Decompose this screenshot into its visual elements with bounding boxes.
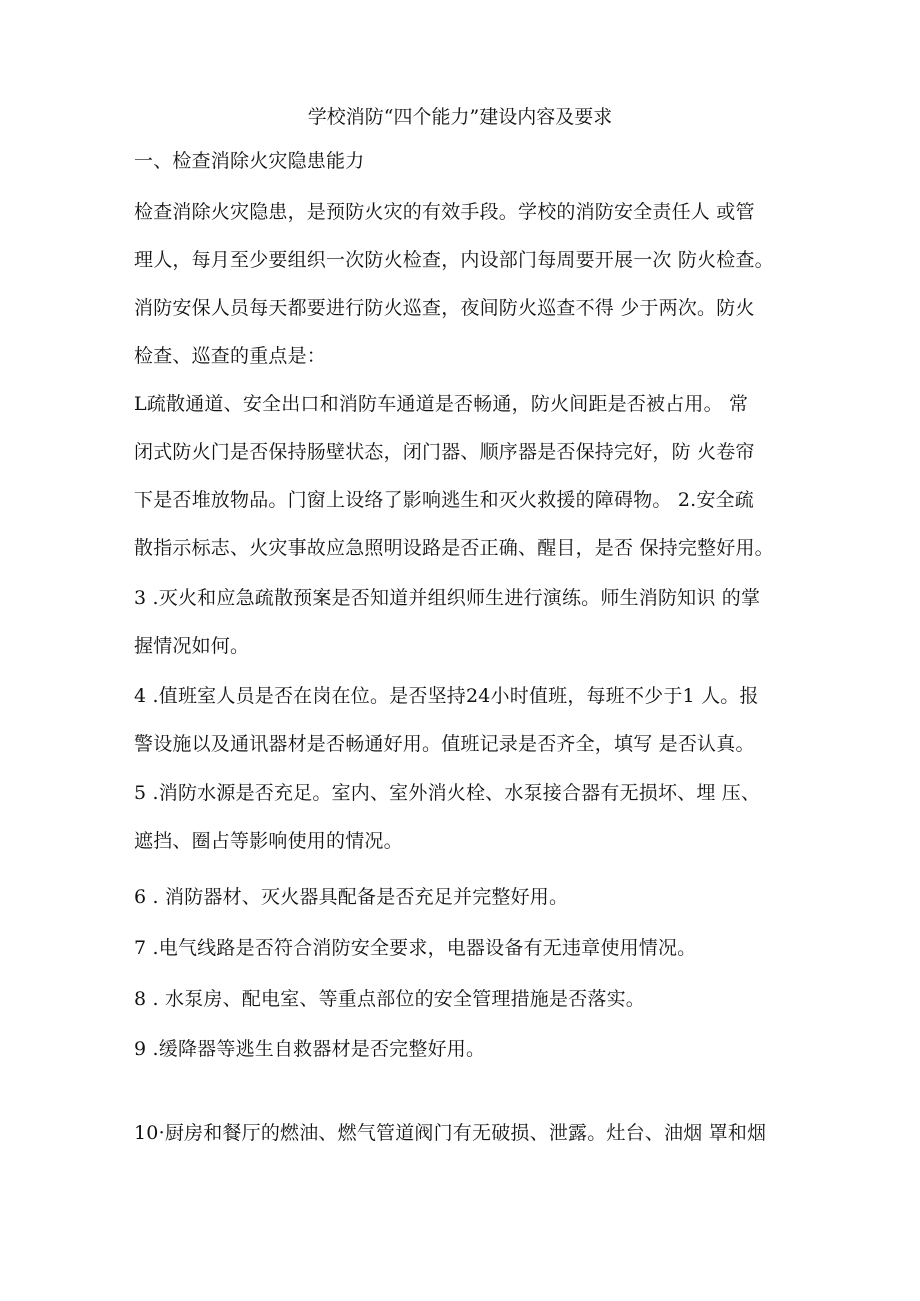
list-item-5-line-2: 遮挡、圈占等影响使用的情况。 [134,830,403,852]
section-heading: 一、检查消除火灾隐患能力 [134,150,365,172]
list-item-1-line-1: L疏散通道、安全出口和消防车通道是否畅通，防火间距是否被占用。 常 [134,393,749,415]
paragraph-line-2: 理人，每月至少要组织一次防火检查，内设部门每周要开展一次 防火检查。 [134,249,774,271]
list-item-1-line-3: 下是否堆放物品。门窗上设络了影响逃生和灭火救援的障碍物。 2.安全疏 [134,489,754,511]
list-item-8: 8 . 水泵房、配电室、等重点部位的安全管理措施是否落实。 [134,988,646,1010]
paragraph-line-1: 检查消除火灾隐患，是预防火灾的有效手段。学校的消防安全责任人 或管 [134,201,755,223]
list-item-5-line-1: 5 .消防水源是否充足。室内、室外消火栓、水泵接合器有无损坏、埋 压、 [134,782,761,804]
list-item-3-line-2: 握情况如何。 [134,635,250,657]
list-item-1-line-2: 闭式防火门是否保持肠壁状态，闭门器、顺序器是否保持完好，防 火卷帘 [134,441,755,463]
list-item-10-line-1: 10·厨房和餐厅的燃油、燃气管道阀门有无破损、泄露。灶台、油烟 罩和烟 [134,1122,767,1144]
list-item-4-line-1: 4 .值班室人员是否在岗在位。是否坚持24小时值班，每班不少于1 人。报 [134,685,759,707]
paragraph-line-3: 消防安保人员每天都要进行防火巡查，夜间防火巡查不得 少于两次。防火 [134,297,755,319]
list-item-3-line-1: 3 .灭火和应急疏散预案是否知道并组织师生进行演练。师生消防知识 的掌 [134,587,761,609]
list-item-6: 6 . 消防器材、灭火器具配备是否充足并完整好用。 [134,886,569,908]
list-item-2-line-1: 散指示标志、火灾事故应急照明设路是否正确、醒目，是否 保持完整好用。 [134,537,774,559]
paragraph-line-4: 检查、巡查的重点是： [134,345,327,367]
list-item-7: 7 .电气线路是否符合消防安全要求，电器设备有无违章使用情况。 [134,937,697,959]
list-item-9: 9 .缓降器等逃生自救器材是否完整好用。 [134,1038,486,1060]
document-title: 学校消防“四个能力”建设内容及要求 [307,106,613,128]
list-item-4-line-2: 警设施以及通讯器材是否畅通好用。值班记录是否齐全，填写 是否认真。 [134,733,755,755]
